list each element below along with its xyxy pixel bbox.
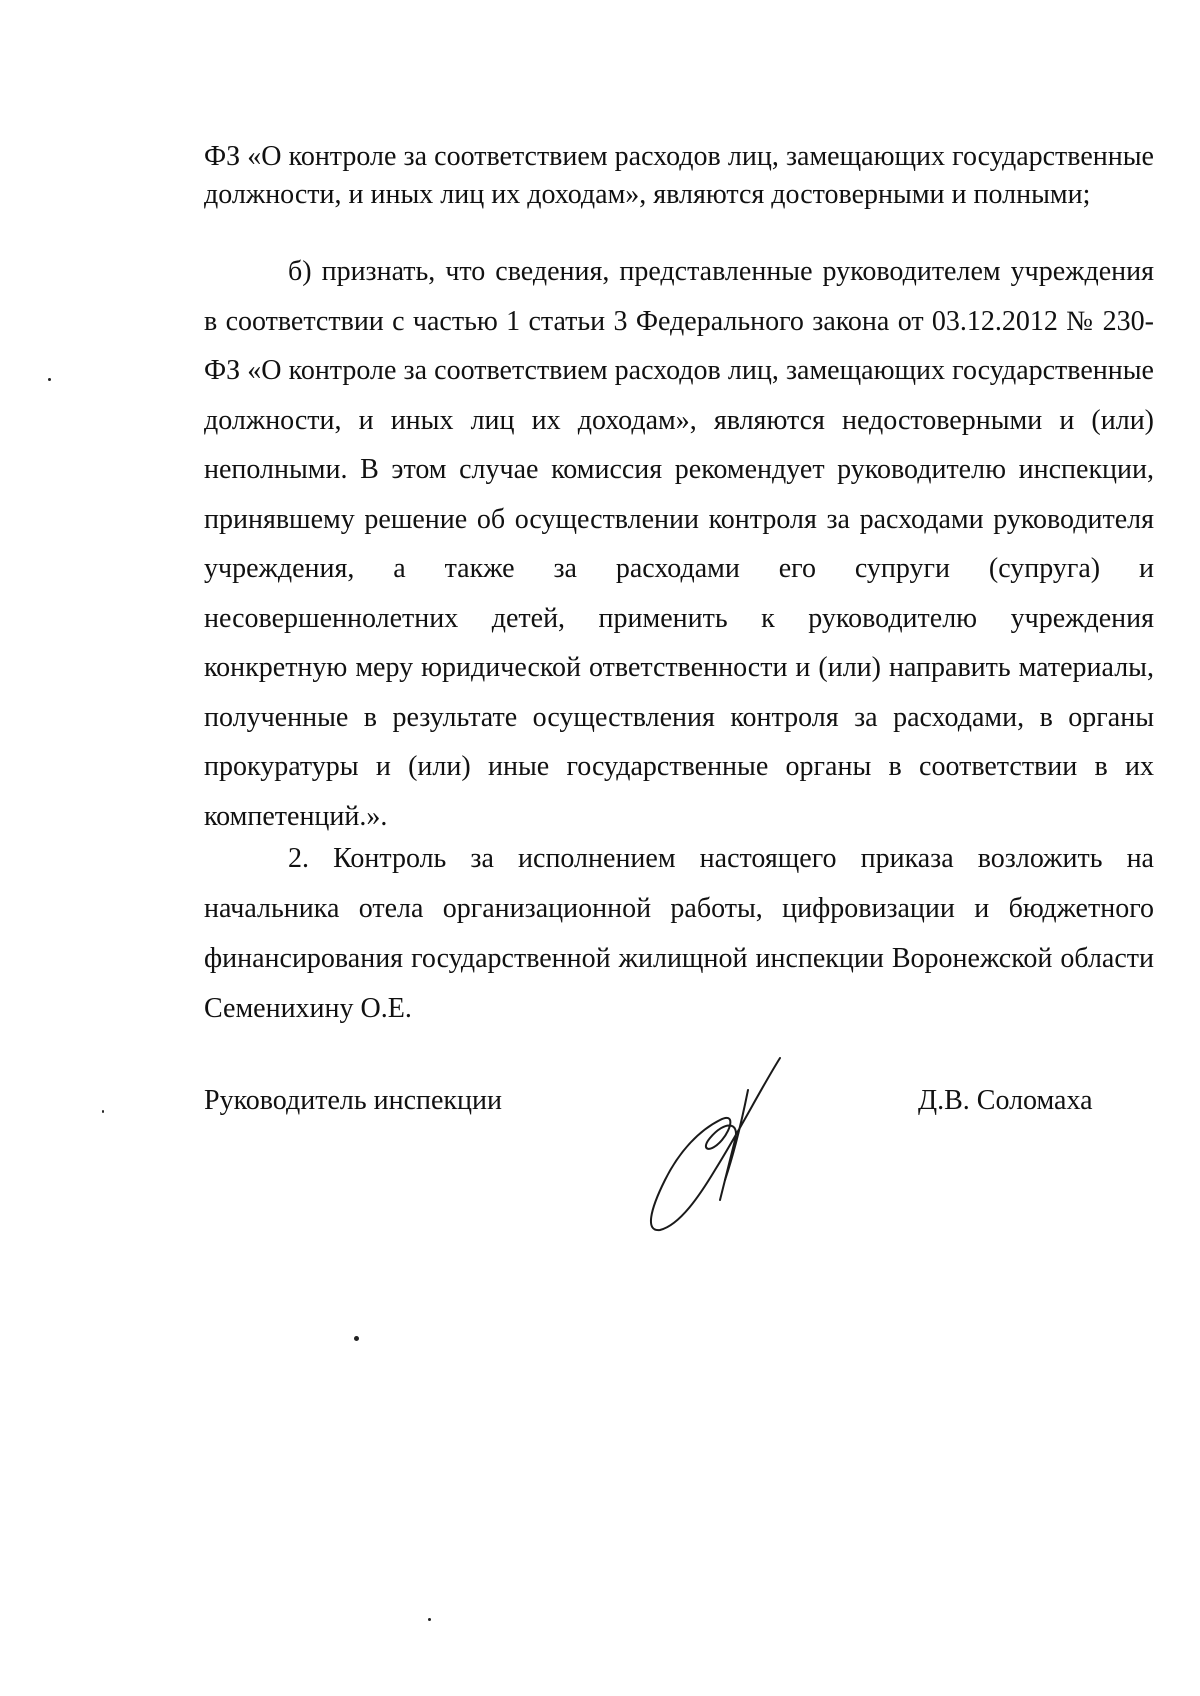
paragraph-continuation <box>204 138 1154 214</box>
paragraph-2 <box>204 834 1154 1034</box>
paragraph-text: 2. Контроль за исполнением настоящего приказа возложить на начальника отела организационной работы, цифровизации и бюджетного финансирования государственной жилищной инспекции Воронежской области Семенихину О.Е. <box>204 843 1154 1024</box>
scan-speck <box>428 1618 431 1621</box>
paragraph-text: б) признать, что сведения, представленные руководителем учреждения в соответствии с частью 1 статьи 3 Федерального закона от 03.12.2012 № 230-ФЗ «О контроле за соответствием расходов лиц, замещающих государственные должности, и иных лиц их доходам», являются недостоверными и (или) неполными. В этом случае комиссия рекомендует руководителю инспекции, принявшему решение об осуществлении контроля за расходами руководителя учреждения, а также за расходами его супруги (супруга) и несовершеннолетних детей, применить к руководителю учреждения конкретную меру юридической ответственности и (или) направить материалы, полученные в результате осуществления контроля за расходами, в органы прокуратуры и (или) иные государственные органы в соответствии в их компетенций.». <box>204 256 1154 832</box>
signature-icon <box>640 1050 810 1240</box>
signatory-position: Руководитель инспекции <box>204 1085 502 1116</box>
scan-speck <box>354 1336 359 1341</box>
paragraph-text: ФЗ «О контроле за соответствием расходов лиц, замещающих государственные должности, и иных лиц их доходам», являются достоверными и полными; <box>204 141 1154 210</box>
signatory-name: Д.В. Соломаха <box>918 1085 1093 1116</box>
scan-speck <box>102 1110 104 1113</box>
scan-speck <box>48 378 51 381</box>
paragraph-b <box>204 247 1154 841</box>
